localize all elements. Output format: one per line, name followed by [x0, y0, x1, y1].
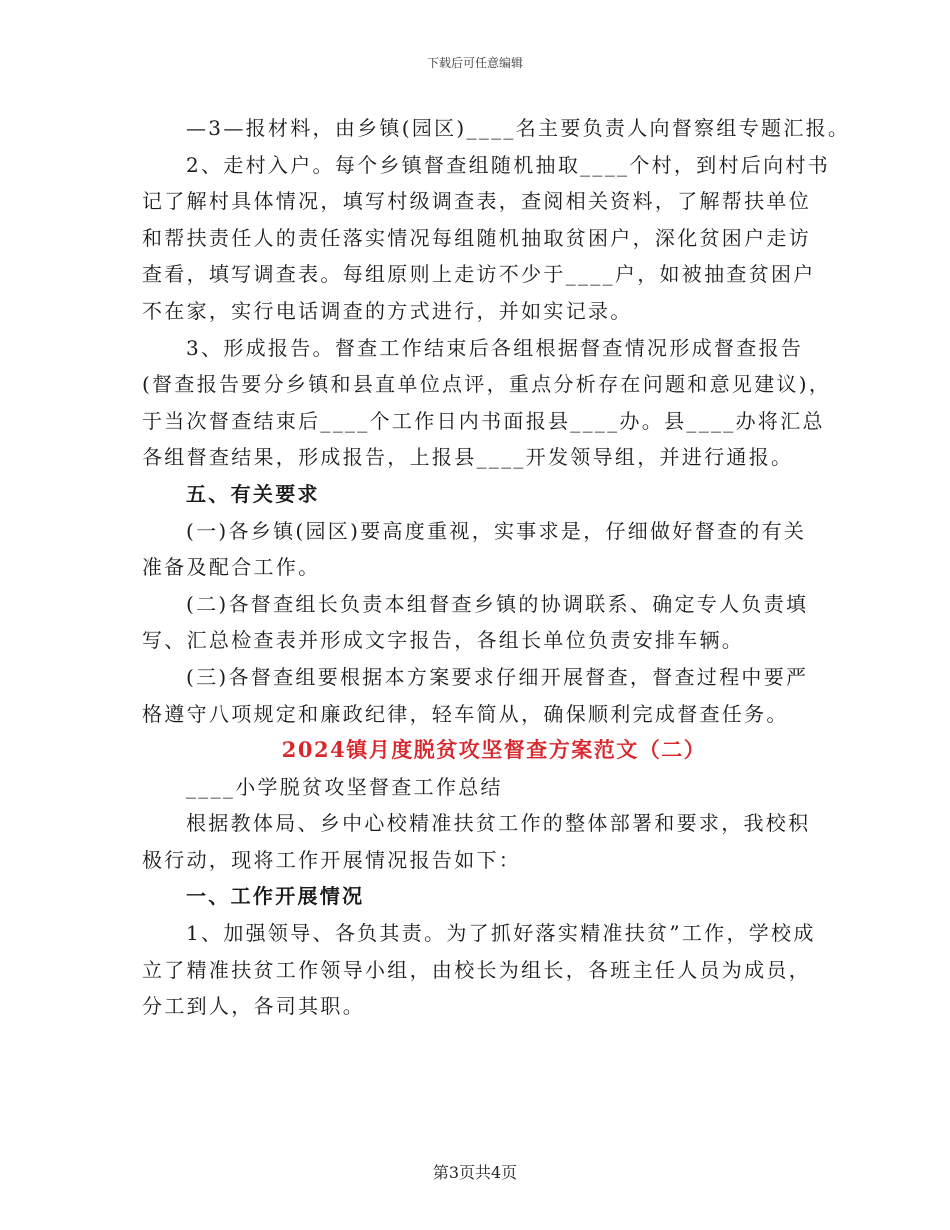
paragraph-line: (三)各督查组要根据本方案要求仔细开展督查，督查过程中要严	[186, 664, 809, 689]
paragraph-line: 格遵守八项规定和廉政纪律，轻车简从，确保顺利完成督查任务。	[142, 701, 789, 726]
page-number: 第3页共4页	[432, 1163, 518, 1182]
paragraph-line: (二)各督查组长负责本组督查乡镇的协调联系、确定专人负责填	[186, 591, 809, 616]
paragraph-line: 和帮扶责任人的责任落实情况每组随机抽取贫困户，深化贫困户走访	[142, 225, 811, 250]
paragraph-line: 极行动，现将工作开展情况报告如下：	[142, 847, 522, 872]
paragraph-line: 2、走村入户。每个乡镇督查组随机抽取____个村，到村后向村书	[186, 152, 831, 177]
paragraph-line: 准备及配合工作。	[142, 555, 321, 580]
paragraph-line: 于当次督查结束后____个工作日内书面报县____办。县____办将汇总	[142, 408, 825, 433]
paragraph-line: 各组督查结果，形成报告，上报县____开发领导组，并进行通报。	[142, 445, 794, 470]
paragraph-line: 立了精准扶贫工作领导小组，由校长为组长，各班主任人员为成员，	[142, 957, 811, 982]
paragraph-line: 3、形成报告。督查工作结束后各组根据督查情况形成督查报告	[186, 335, 804, 360]
paragraph-line: 根据教体局、乡中心校精准扶贫工作的整体部署和要求，我校积	[186, 811, 811, 836]
paragraph-line: 写、汇总检查表并形成文字报告，各组长单位负责安排车辆。	[142, 628, 745, 653]
paragraph-line: 查看，填写调查表。每组原则上走访不少于____户，如被抽查贫困户	[142, 262, 816, 287]
header-note: 下载后可任意编辑	[426, 56, 523, 70]
paragraph-line: —3—报材料，由乡镇(园区)____名主要负责人向督察组专题汇报。	[186, 116, 851, 140]
document-title: 2024镇月度脱贫攻坚督查方案范文（二）	[281, 737, 707, 763]
paragraph-line: 不在家，实行电话调查的方式进行，并如实记录。	[142, 298, 633, 323]
paragraph-line: 分工到人，各司其职。	[142, 994, 365, 1019]
paragraph-line: (督查报告要分乡镇和县直单位点评，重点分析存在问题和意见建议)，	[142, 372, 832, 397]
paragraph-line: 1、加强领导、各负其责。为了抓好落实精准扶贫”工作，学校成	[186, 921, 816, 946]
section-heading: 五、有关要求	[186, 481, 320, 506]
section-heading: 一、工作开展情况	[186, 884, 365, 909]
document-body	[142, 110, 851, 1025]
paragraph-line: ____小学脱贫攻坚督查工作总结	[186, 774, 503, 799]
paragraph-line: 记了解村具体情况，填写村级调查表，查阅相关资料，了解帮扶单位	[142, 189, 811, 214]
paragraph-line: (一)各乡镇(园区)要高度重视，实事求是，仔细做好督查的有关	[186, 518, 807, 543]
